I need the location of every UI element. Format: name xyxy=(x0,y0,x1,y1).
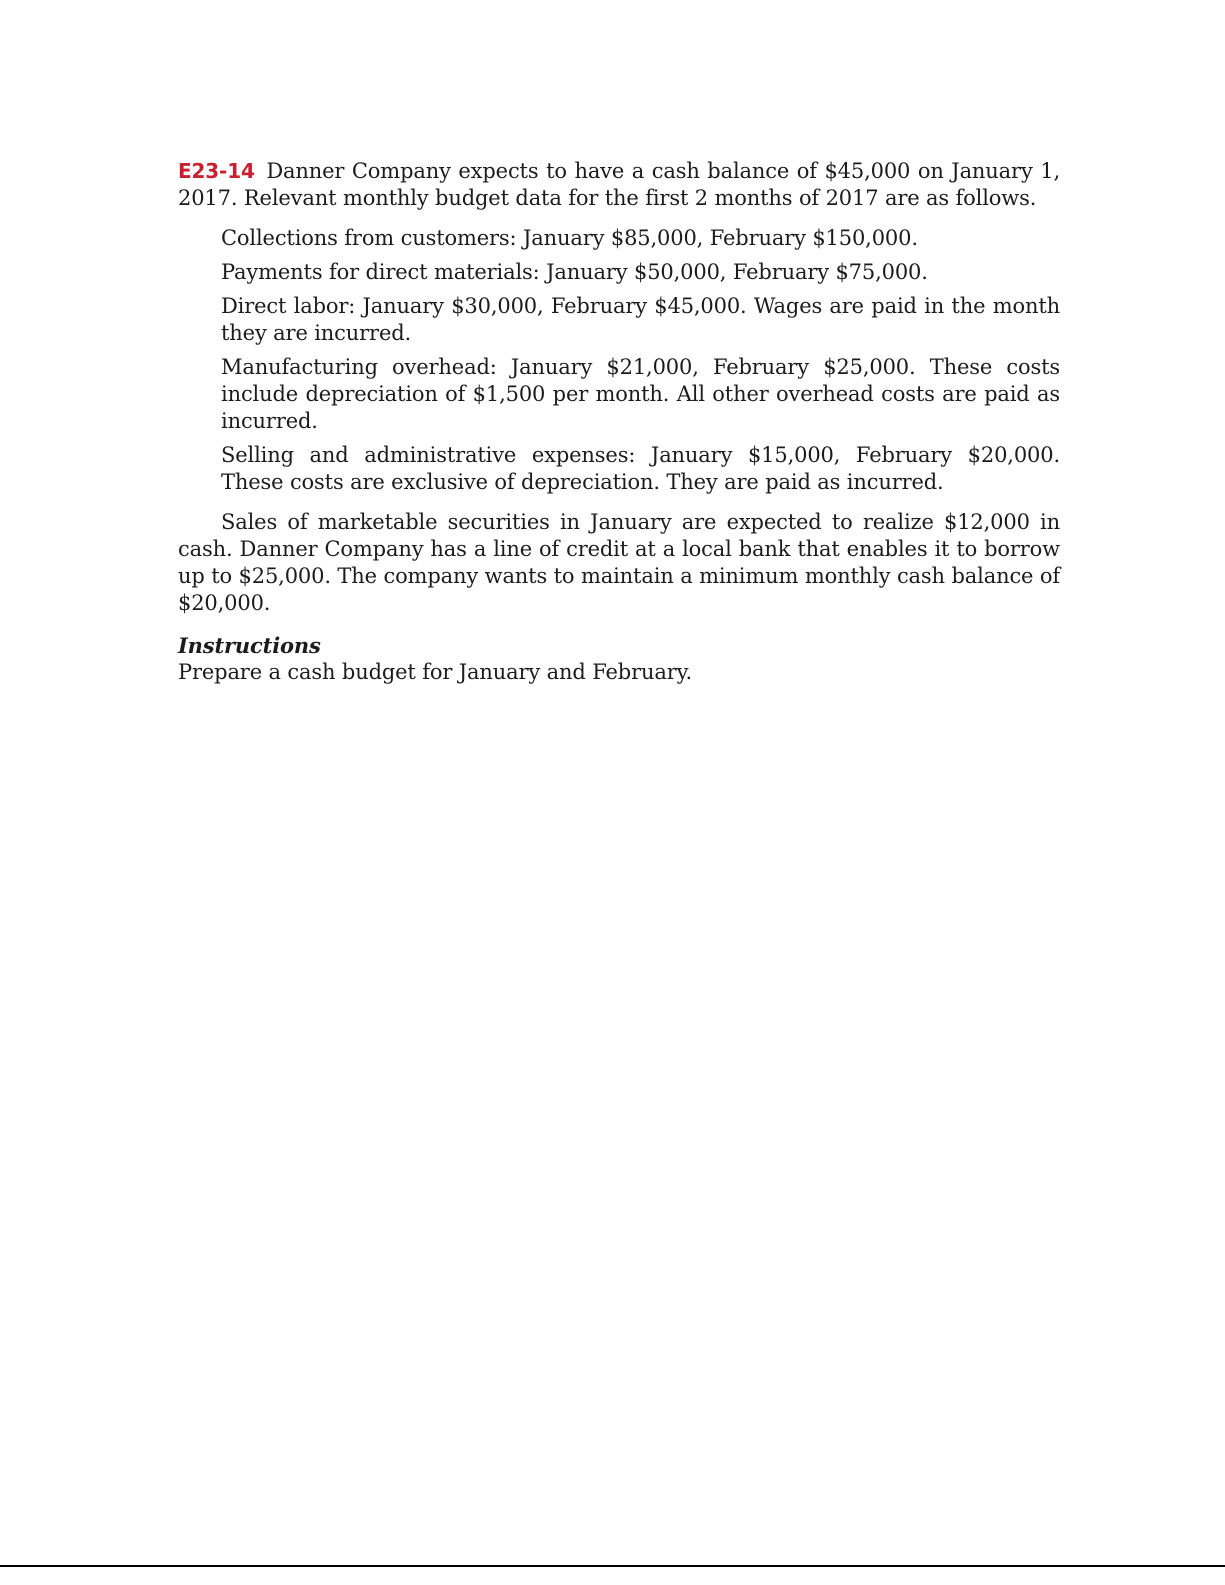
exercise-intro-paragraph xyxy=(178,158,1060,212)
budget-item-collections: Collections from customers: January $85,000, February $150,000. xyxy=(221,226,918,250)
closing-paragraph: Sales of marketable securities in January are expected to realize $12,000 in cash. Danner Company has a line of credit at a local bank that enables it to borrow up to $25,000. The company wants to maintain a minimum monthly cash balance of $20,000. xyxy=(178,510,1060,615)
exercise-number: E23-14 xyxy=(178,159,255,183)
exercise-intro-text: Danner Company expects to have a cash balance of $45,000 on January 1, 2017. Relevant monthly budget data for the first 2 months of 2017 are as follows. xyxy=(178,159,1060,210)
page-bottom-rule xyxy=(0,1565,1225,1567)
budget-item-selling-admin: Selling and administrative expenses: January $15,000, February $20,000. These costs are exclusive of depreciation. They are paid as incurred. xyxy=(221,443,1060,494)
instructions-text: Prepare a cash budget for January and February. xyxy=(178,660,693,684)
instructions-heading: Instructions xyxy=(178,633,321,658)
budget-item-manufacturing-overhead: Manufacturing overhead: January $21,000, February $25,000. These costs include depreciation of $1,500 per month. All other overhead costs are paid as incurred. xyxy=(221,355,1060,433)
budget-item-direct-materials: Payments for direct materials: January $50,000, February $75,000. xyxy=(221,260,928,284)
budget-item-direct-labor: Direct labor: January $30,000, February $45,000. Wages are paid in the month they are incurred. xyxy=(221,294,1060,345)
exercise-block xyxy=(178,158,1060,686)
budget-data-list xyxy=(178,225,1060,496)
